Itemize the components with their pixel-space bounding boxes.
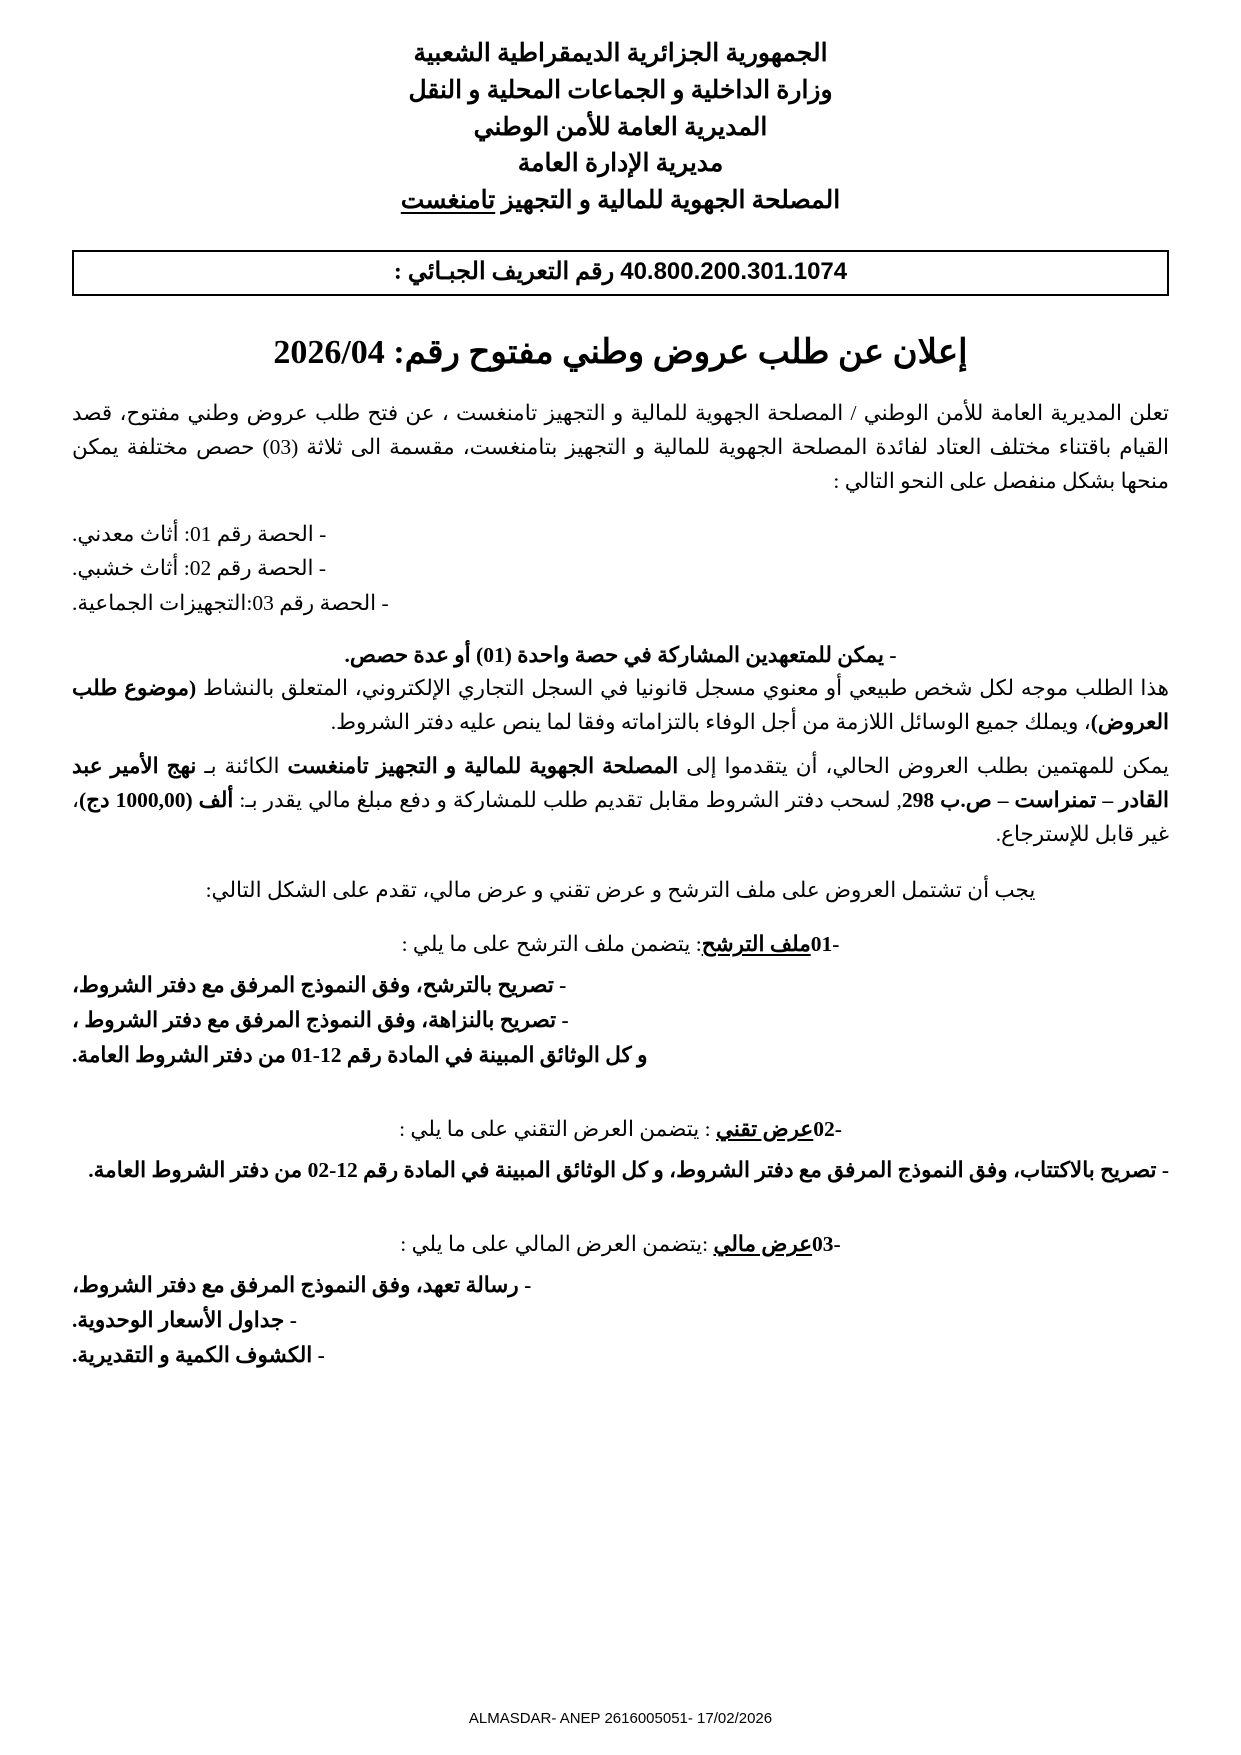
regional-service-city: تامنغست — [400, 187, 496, 214]
tax-id-value: 40.800.200.301.1074 — [620, 257, 848, 285]
list-item: - الكشوف الكمية و التقديرية. — [72, 1342, 325, 1367]
candidature-items — [72, 968, 1169, 1072]
list-item: - تصريح بالترشح، وفق النموذج المرفق مع دفتر الشروط، — [72, 973, 567, 998]
header-line-ministry: وزارة الداخلية و الجماعات المحلية و النقل — [408, 76, 833, 104]
list-item: - الحصة رقم 01: أثاث معدني. — [72, 521, 327, 546]
withdrawal-bold-service: المصلحة الجهوية للمالية و التجهيز تامنغست — [287, 753, 679, 778]
lots-list — [72, 517, 1169, 621]
section-number: -03 — [812, 1231, 841, 1256]
withdrawal-text-4: ، غير قابل للإسترجاع. — [72, 787, 1169, 846]
withdrawal-text-1: يمكن للمهتمين بطلب العروض الحالي، أن يتقدموا إلى — [678, 753, 1169, 778]
list-item: - الحصة رقم 02: أثاث خشبي. — [72, 556, 327, 581]
withdrawal-bold-amount: ألف (1000,00 دج) — [78, 787, 234, 812]
offers-intro: يجب أن تشتمل العروض على ملف الترشح و عرض تقني و عرض مالي، تقدم على الشكل التالي: — [205, 877, 1036, 902]
list-item: و كل الوثائق المبينة في المادة رقم 12-01 من دفتر الشروط العامة. — [72, 1043, 648, 1068]
section-tail: :يتضمن العرض المالي على ما يلي : — [400, 1231, 714, 1256]
withdrawal-paragraph — [72, 750, 1169, 852]
list-item: - الحصة رقم 03:التجهيزات الجماعية. — [72, 591, 389, 616]
document-header — [72, 36, 1169, 220]
section-label: عرض مالي — [713, 1231, 813, 1256]
section-heading-financial — [72, 1228, 1169, 1260]
section-tail: : يتضمن العرض التقني على ما يلي : — [399, 1116, 716, 1141]
withdrawal-bold-address: نهج الأمير عبد القادر – تمنراست – ص.ب 298 — [72, 753, 1169, 812]
header-line-administration-directorate: مديرية الإدارة العامة — [517, 150, 724, 178]
section-label: ملف الترشح — [701, 932, 811, 957]
section-number: -02 — [813, 1116, 842, 1141]
header-line-regional-service — [72, 183, 1169, 220]
list-item: - جداول الأسعار الوحدوية. — [72, 1308, 297, 1333]
participation-note: - يمكن للمتعهدين المشاركة في حصة واحدة (01) أو عدة حصص. — [344, 643, 897, 668]
page-title: إعلان عن طلب عروض وطني مفتوح رقم: 2026/04 — [273, 334, 968, 372]
eligibility-text-1: هذا الطلب موجه لكل شخص طبيعي أو معنوي مسجل قانونيا في السجل التجاري الإلكتروني، المتعلق بالنشاط — [196, 676, 1169, 701]
section-heading-candidature — [72, 928, 1169, 960]
tax-id-box — [72, 250, 1169, 296]
withdrawal-text-3: , لسحب دفتر الشروط مقابل تقديم طلب للمشاركة و دفع مبلغ مالي يقدر بـ: — [233, 787, 902, 812]
eligibility-text-2: ، ويملك جميع الوسائل اللازمة من أجل الوفاء بالتزاماته وفقا لما ينص عليه دفتر الشروط. — [330, 710, 1091, 734]
intro-paragraph: تعلن المديرية العامة للأمن الوطني / المصلحة الجهوية للمالية و التجهيز تامنغست ، عن فتح طلب عروض وطني مفتوح، قصد القيام باقتناء مختلف العتاد لفائدة المصلحة الجهوية للمالية و التجهيز بتامنغست، مقسمة الى ثلاثة (03) حصص مختلفة يمكن منحها بشكل منفصل على النحو التالي : — [72, 400, 1169, 493]
document-footer: ALMASDAR- ANEP 2616005051- 17/02/2026 — [468, 1710, 773, 1727]
withdrawal-text-2: الكائنة بـ — [196, 753, 288, 778]
list-item: - تصريح بالاكتتاب، وفق النموذج المرفق مع دفتر الشروط، و كل الوثائق المبينة في المادة رقم 12-02 من دفتر الشروط العامة. — [88, 1158, 1169, 1183]
section-label: عرض تقني — [715, 1116, 814, 1141]
header-line-directorate-general: المديرية العامة للأمن الوطني — [473, 113, 768, 141]
eligibility-paragraph — [72, 672, 1169, 740]
tax-id-label: رقم التعريف الجبـائي : — [393, 258, 615, 285]
section-number: -01 — [810, 932, 840, 957]
regional-service-prefix: المصلحة الجهوية للمالية و التجهيز — [495, 187, 841, 214]
section-tail: : يتضمن ملف الترشح على ما يلي : — [401, 932, 702, 957]
eligibility-bold-activity: (موضوع طلب العروض) — [72, 676, 1169, 734]
section-heading-technical — [72, 1113, 1169, 1145]
technical-items — [72, 1153, 1169, 1188]
list-item: - رسالة تعهد، وفق النموذج المرفق مع دفتر الشروط، — [72, 1273, 532, 1298]
header-line-republic: الجمهورية الجزائرية الديمقراطية الشعبية — [413, 40, 828, 67]
financial-items — [72, 1268, 1169, 1372]
list-item: - تصريح بالنزاهة، وفق النموذج المرفق مع دفتر الشروط ، — [72, 1008, 569, 1033]
